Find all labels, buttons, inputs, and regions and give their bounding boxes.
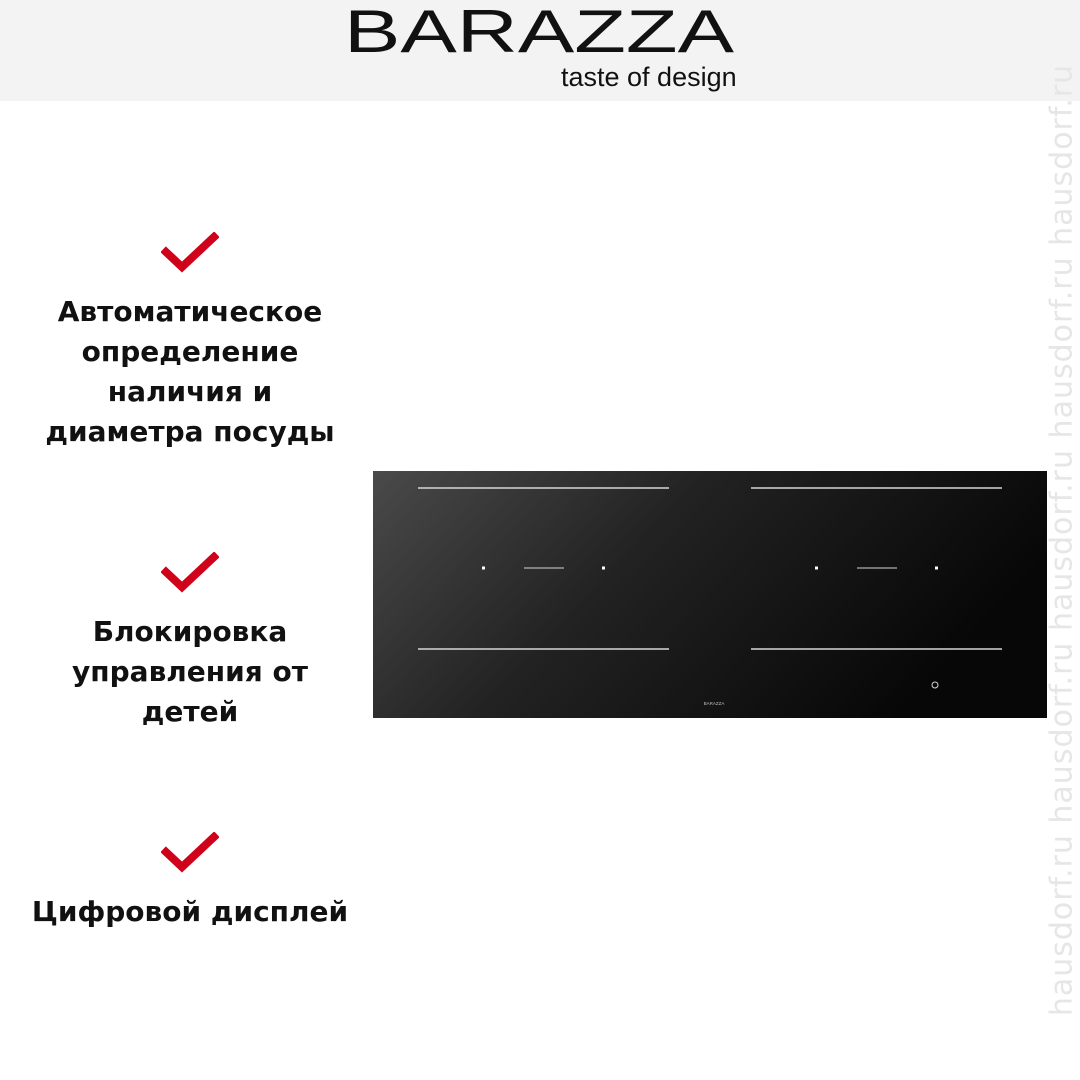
brand-logo xyxy=(343,4,735,58)
brand-logo-text: BARAZZA xyxy=(344,4,734,58)
hob-glass xyxy=(373,471,1047,718)
feature-item xyxy=(20,832,360,932)
feature-item xyxy=(20,552,360,732)
induction-hob-image xyxy=(373,471,1047,718)
feature-label: Цифровой дисплей xyxy=(31,895,349,928)
checkmark-icon xyxy=(161,552,219,594)
checkmark-icon xyxy=(161,232,219,274)
checkmark-icon xyxy=(161,832,219,874)
header-bar xyxy=(0,0,1080,101)
hob-logo: BARAZZA xyxy=(703,701,725,706)
watermark-text: hausdorf.ru hausdorf.ru hausdorf.ru hausdorf.ru hausdorf.ru xyxy=(1044,63,1080,1017)
feature-label: Блокировка управления от детей xyxy=(72,615,308,728)
brand-tagline: taste of design xyxy=(561,62,737,92)
feature-item xyxy=(20,232,360,452)
feature-label: Автоматическое определение наличия и диаметра посуды xyxy=(45,295,335,448)
